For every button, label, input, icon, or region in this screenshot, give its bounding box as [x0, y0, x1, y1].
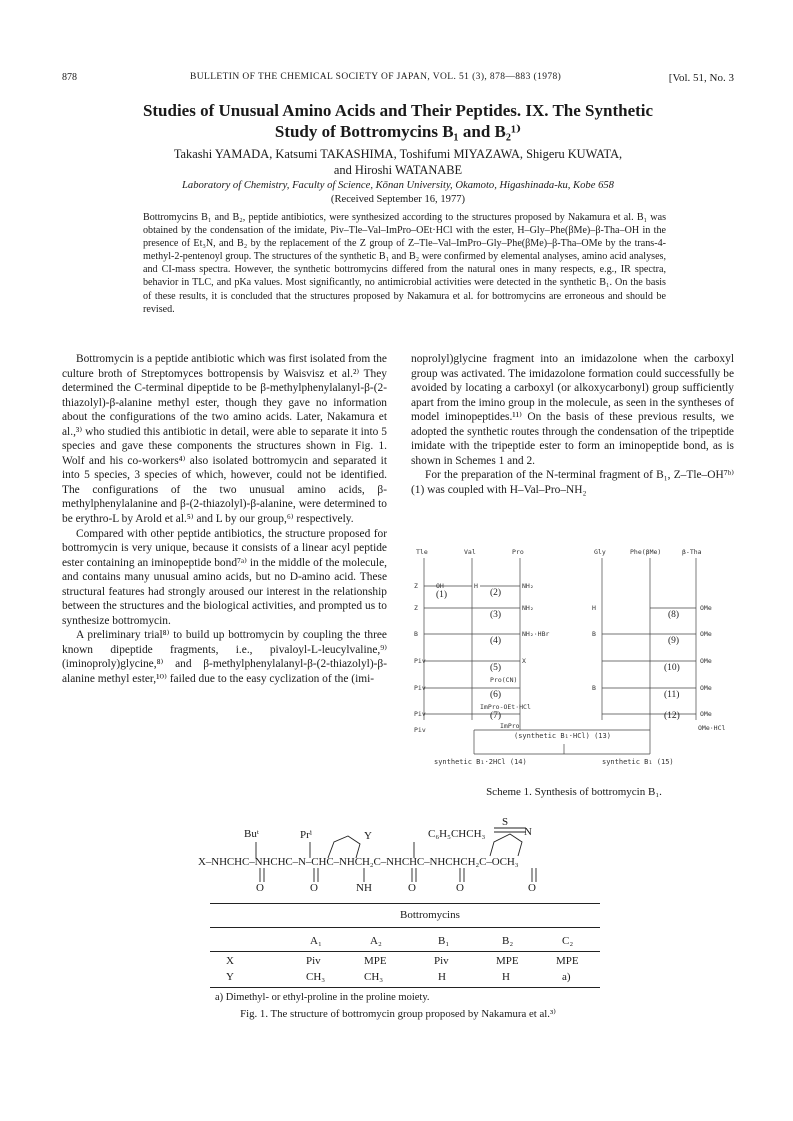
authors-line-2: and Hiroshi WATANABE [333, 163, 463, 177]
scheme-label: (synthetic B₁·HCl) (13) [514, 732, 611, 740]
scheme-label: B [592, 630, 596, 638]
compound-number: (7) [490, 711, 502, 721]
scheme-label: NH₂·HBr [522, 630, 550, 638]
col-label-pro: Pro [512, 548, 524, 556]
table-rule-bottom [210, 987, 600, 988]
scheme-label: ImPro [500, 722, 520, 730]
table-footnote: a) Dimethyl- or ethyl-proline in the proline moiety. [215, 992, 430, 1003]
paragraph: noprolyl)glycine fragment into an imidazolone when the carboxyl group was activated. The imidazolone formation could successfully be avoided by locating a carboxyl (or alkoxycarbonyl) group sufficiently apart from the imino group in the molecule, as seen in the syntheses of model iminopeptides.¹¹⁾ On the basis of these previous results, we adopted the synthetic routes through the condensation of the tripeptide imidate with the tripeptide ester to form an iminopeptide bond, as is shown in Schemes 1 and 2. [411, 353, 734, 467]
scheme-lines [414, 548, 734, 780]
scheme-label: OMe [700, 630, 712, 638]
scheme-label: Piv [414, 684, 426, 692]
col-label-val: Val [464, 548, 476, 556]
scheme-label: Z [414, 582, 418, 590]
table-cell: a) [562, 971, 571, 983]
table-cell: H [438, 971, 446, 983]
carbonyl-o: O [528, 882, 536, 894]
affiliation: Laboratory of Chemistry, Faculty of Science, Kōnan University, Okamoto, Higashinada-ku, Kobe 658 [182, 180, 614, 191]
table-cell: H [502, 971, 510, 983]
table-title: Bottromycins [400, 909, 460, 921]
compound-number: (5) [490, 663, 502, 673]
scheme-label: H [474, 582, 478, 590]
scheme-label: Piv [414, 726, 426, 734]
page-number: 878 [62, 72, 77, 83]
carbonyl-o: O [310, 882, 318, 894]
compound-number: (12) [664, 711, 680, 721]
compound-number: (4) [490, 636, 502, 646]
imino-nh: NH [356, 882, 372, 894]
compound-number: (3) [490, 610, 502, 620]
table-header-b2: B₂ [502, 935, 514, 947]
scheme-label: Piv [414, 657, 426, 665]
scheme-label: B [414, 630, 418, 638]
title-line-2: Study of Bottromycins B₁ and B₂¹⁾ [274, 122, 522, 141]
received-date: (Received September 16, 1977) [330, 194, 466, 205]
table-row-label: X [226, 955, 234, 967]
scheme-label: OH [436, 582, 444, 590]
compound-number: (6) [490, 690, 502, 700]
scheme-label: NH₂ [522, 582, 534, 590]
carbonyl-o: O [256, 882, 264, 894]
col-label-gly: Gly [594, 548, 606, 556]
scheme-label: Z [414, 604, 418, 612]
table-cell: CH₃ [306, 971, 326, 983]
paragraph: For the preparation of the N-terminal fragment of B₁, Z–Tle–OH⁷ᵇ⁾(1) was coupled with H–Val–Pro–NH₂ [411, 469, 734, 496]
compound-number: (10) [664, 663, 680, 673]
scheme-label: NH₂ [522, 604, 534, 612]
scheme-label: OMe·HCl [698, 724, 726, 732]
methylphenyl-label: C₆H₅CHCH₃ [428, 828, 486, 840]
compound-number: (9) [668, 636, 680, 646]
body-column-right [411, 352, 734, 497]
body-column-left [62, 352, 387, 687]
table-rule-header [210, 951, 600, 952]
table-row-label: Y [226, 971, 234, 983]
scheme-label: B [592, 684, 596, 692]
scheme-label: ImPro-OEt·HCl [480, 703, 531, 711]
isopropyl-label: Prⁱ [300, 829, 312, 841]
title-line-1: Studies of Unusual Amino Acids and Their Peptides. IX. The Synthetic [142, 101, 654, 120]
journal-citation: BULLETIN OF THE CHEMICAL SOCIETY OF JAPAN, VOL. 51 (3), 878—883 (1978) [190, 72, 562, 82]
figure-1-caption: Fig. 1. The structure of bottromycin group proposed by Nakamura et al.³⁾ [240, 1008, 556, 1020]
tert-butyl-label: Buᵗ [244, 828, 259, 840]
table-rule-top [210, 903, 600, 904]
scheme-label: Pro(CN) [490, 676, 518, 684]
scheme-label: H [592, 604, 596, 612]
scheme-label: OMe [700, 657, 712, 665]
table-cell: MPE [556, 955, 579, 967]
paragraph: A preliminary trial⁸⁾ to build up bottromycin by coupling the three known dipeptide fragments, i.e., pivaloyl-L-leucylvaline,⁹⁾ (iminoproly)glycine,⁸⁾ and β-methylphenylalanyl-β-(2-thiazolyl)-β-alanine methyl ester,¹⁰⁾ failed due to the easy cyclization of the (imi- [62, 629, 387, 686]
carbonyl-o: O [408, 882, 416, 894]
paragraph: Compared with other peptide antibiotics, the structure proposed for bottromycin is very unique, because it consists of a linear acyl peptide ester containing an iminopeptide bond⁷ᵃ⁾ in the middle of the molecule, and contains many unusual amino acids, but no D-amino acid. These structural features had strongly aroused our interest in the relationship between the structures and the biological activities, and prompted us to synthesize bottromycin. [62, 527, 387, 627]
compound-number: (2) [490, 588, 502, 598]
table-header-a2: A₂ [370, 935, 382, 947]
scheme-label: Piv [414, 710, 426, 718]
running-header [62, 72, 734, 86]
compound-number: (8) [668, 610, 680, 620]
table-header-c2: C₂ [562, 935, 574, 947]
bottromycin-table [210, 903, 600, 993]
bottromycin-structure [198, 816, 618, 895]
table-cell: MPE [364, 955, 387, 967]
table-cell: CH₃ [364, 971, 384, 983]
scheme-1 [414, 548, 734, 780]
author-list [62, 146, 734, 178]
table-rule-mid [210, 927, 600, 928]
scheme-1-caption: Scheme 1. Synthesis of bottromycin B₁. [486, 786, 662, 798]
structure-main-chain: X–NHCHC–NHCHC–N–CHC–NHCH₂C–NHCHC–NHCHCH₂C–OCH₃ [198, 856, 519, 868]
scheme-label: synthetic B₁ (15) [602, 758, 674, 766]
abstract: Bottromycins B₁ and B₂, peptide antibiotics, were synthesized according to the structures proposed by Nakamura et al. B₁ was obtained by the condensation of the imidate, Piv–Tle–Val–ImPro–OEt·HCl with the ester, H–Gly–Phe(βMe)–β-Tha–OH in the presence of Et₃N, and B₂ by the replacement of the Z group of Z–Tle–Val–ImPro–Gly–Phe(βMe)–β-Tha–OMe by the trans-4-methyl-2-pentenoyl group. The structures of the synthetic B₁ and B₂ were confirmed by elemental analyses, amino acid analyses, and CI-mass spectra. However, the synthetic bottromycins differed from the natural ones in many respects, e.g., IR spectra, behavior in TLC, and pKa values. Most significantly, no antimicrobial activities were detected in the synthetic B₁. On the basis of these results, it is concluded that the structures proposed by Nakamura et al. for bottromycins are erroneous and should be revised. [143, 212, 666, 315]
table-cell: Piv [434, 955, 449, 967]
scheme-label: synthetic B₁·2HCl (14) [434, 758, 527, 766]
paragraph: Bottromycin is a peptide antibiotic which was first isolated from the culture broth of Streptomyces bottropensis by Waisvisz et al.²⁾ They determined the C-terminal dipeptide to be β-methylphenylalanyl-β-(2-thiazolyl)-β-alanine methyl ester, though they gave no information about the configurations of the two amino acids. Later, Nakamura et al.,³⁾ who studied this antibiotic in detail, were able to separate it into 5 species and gave these components the structures shown in Fig. 1. Wolf and his co-workers⁴⁾ also isolated bottromycin and separated it into 5 species, 3 species of which, however, could not be identified. The configurations of the two unusual amino acids, β-methylphenylalanine and β-(2-thiazolyl)-β-alanine, were determined to be erythro-L by Arold et al.⁵⁾ and L by our group,⁶⁾ respectively. [62, 353, 387, 526]
col-label-phe: Phe(βMe) [630, 548, 662, 556]
nitrogen-label: N [524, 826, 532, 838]
table-header-b1: B₁ [438, 935, 450, 947]
col-label-tha: β-Tha [682, 548, 702, 556]
article-title [62, 100, 734, 142]
table-cell: MPE [496, 955, 519, 967]
scheme-label: OMe [700, 684, 712, 692]
carbonyl-o: O [456, 882, 464, 894]
table-cell: Piv [306, 955, 321, 967]
table-header-a1: A₁ [310, 935, 322, 947]
col-label-tle: Tle [416, 548, 428, 556]
scheme-label: X [522, 657, 526, 665]
scheme-label: OMe [700, 604, 712, 612]
compound-number: (11) [664, 690, 680, 700]
sulfur-label: S [502, 816, 509, 828]
scheme-label: OMe [700, 710, 712, 718]
authors-line-1: Takashi YAMADA, Katsumi TAKASHIMA, Toshifumi MIYAZAWA, Shigeru KUWATA, [173, 147, 623, 161]
y-substituent-label: Y [364, 830, 372, 842]
volume-label: [Vol. 51, No. 3 [668, 72, 734, 84]
compound-number: (1) [436, 590, 448, 600]
